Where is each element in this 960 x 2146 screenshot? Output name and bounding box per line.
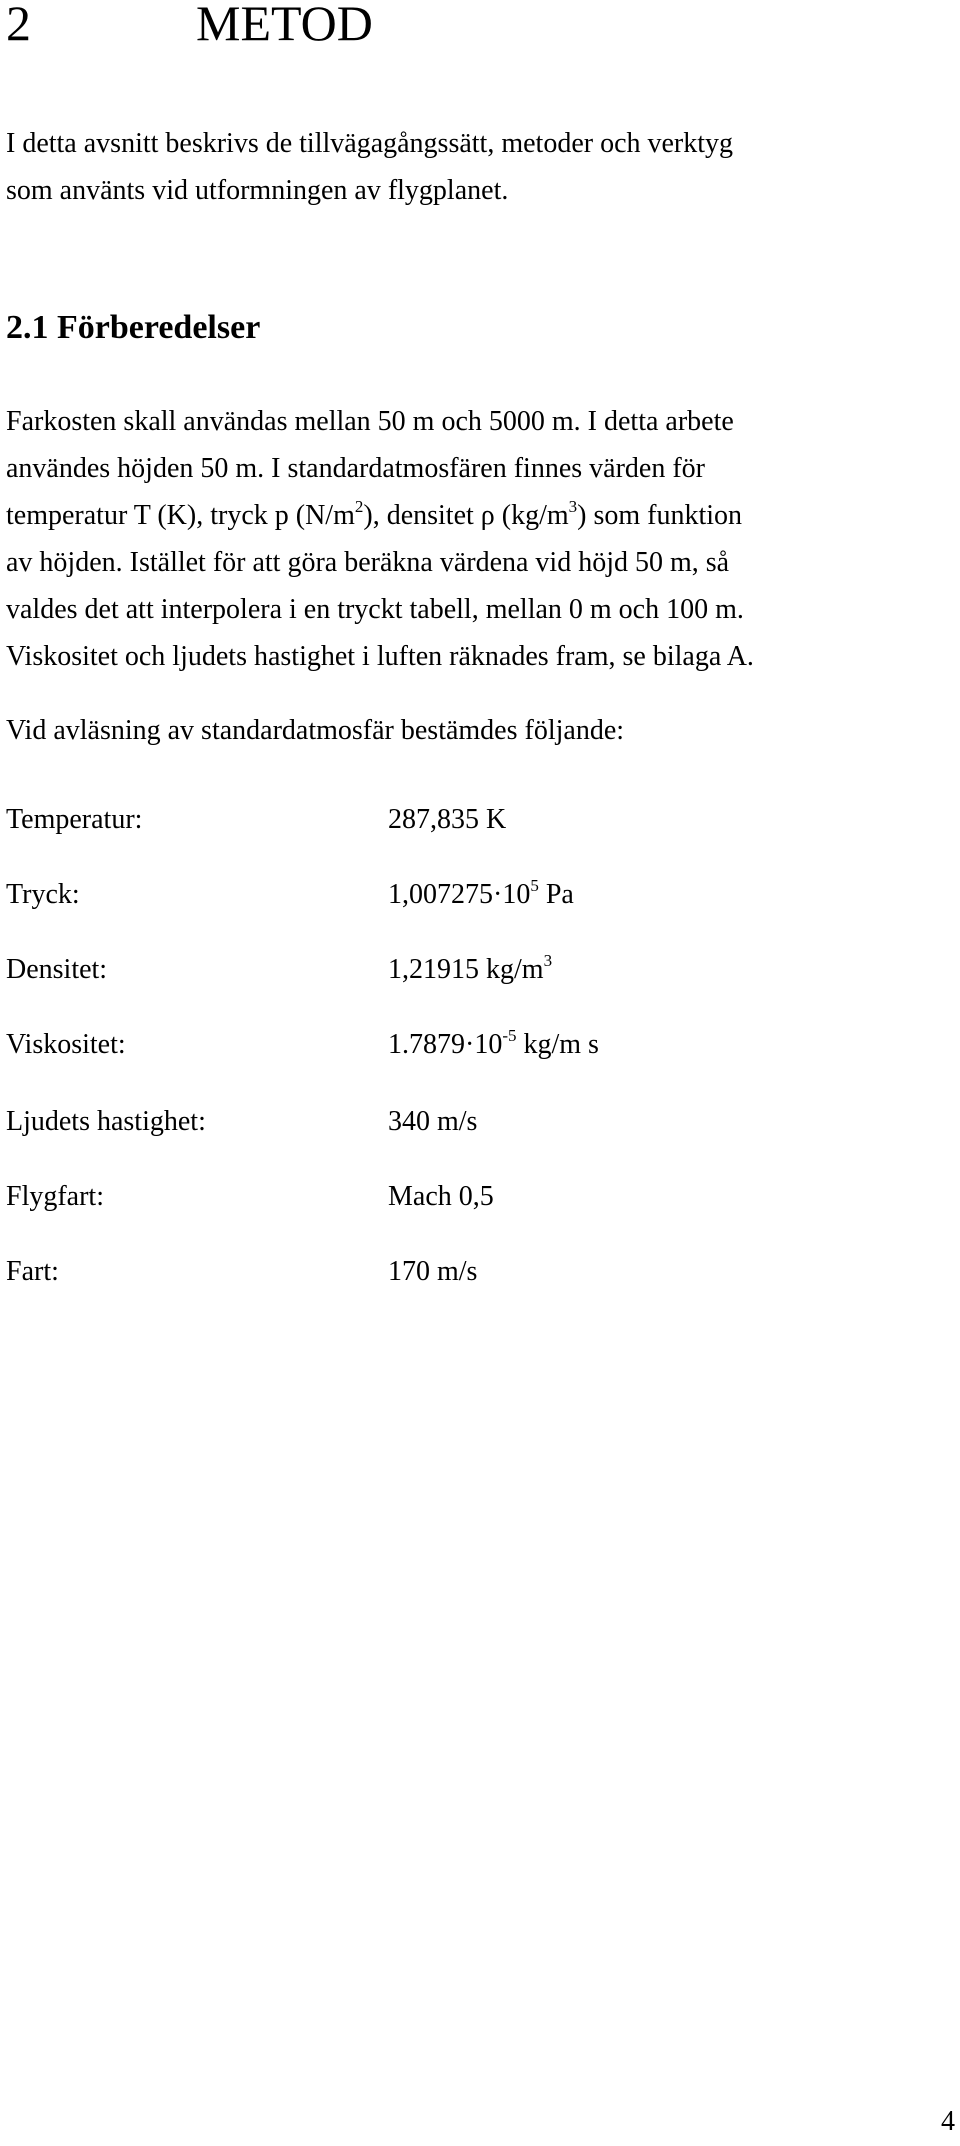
property-row-viscosity bbox=[6, 1020, 906, 1070]
body-text: temperatur T (K), tryck p (N/m bbox=[6, 500, 355, 531]
property-label: Viskositet: bbox=[6, 1029, 126, 1060]
property-label: Temperatur: bbox=[6, 804, 143, 835]
value-base: 1,007275·10 bbox=[388, 879, 531, 910]
intro-line: som använts vid utformningen av flygplanet. bbox=[6, 175, 509, 206]
property-label: Ljudets hastighet: bbox=[6, 1106, 206, 1137]
property-row-speed-of-sound bbox=[6, 1097, 906, 1147]
body-text: ) som funktion bbox=[577, 500, 743, 531]
chapter-number: 2 bbox=[6, 0, 31, 51]
value-unit: kg/m s bbox=[516, 1029, 599, 1060]
chapter-heading bbox=[6, 0, 373, 51]
property-row-flight-speed bbox=[6, 1172, 906, 1222]
property-label: Tryck: bbox=[6, 879, 80, 910]
property-row-temperature bbox=[6, 795, 906, 845]
superscript: 2 bbox=[354, 497, 364, 516]
chapter-title: METOD bbox=[196, 0, 373, 51]
intro-line: I detta avsnitt beskrivs de tillvägagångssätt, metoder och verktyg bbox=[6, 128, 734, 159]
property-value: 170 m/s bbox=[388, 1256, 478, 1287]
property-value bbox=[388, 1020, 599, 1070]
property-value: Mach 0,5 bbox=[388, 1181, 494, 1212]
exponent: 3 bbox=[543, 951, 553, 970]
property-row-density bbox=[6, 945, 906, 995]
section-heading: 2.1 Förberedelser bbox=[6, 309, 261, 346]
property-value: 287,835 K bbox=[388, 804, 507, 835]
lead-text: Vid avläsning av standardatmosfär bestämdes följande: bbox=[6, 715, 625, 746]
property-value bbox=[388, 945, 552, 995]
property-label: Fart: bbox=[6, 1256, 59, 1287]
value-base: 1.7879·10 bbox=[388, 1029, 503, 1060]
property-value bbox=[388, 870, 574, 920]
exponent: 5 bbox=[530, 876, 539, 895]
exponent: -5 bbox=[502, 1026, 517, 1045]
body-line: användes höjden 50 m. I standardatmosfären finnes värden för bbox=[6, 453, 705, 484]
body-line: valdes det att interpolera i en tryckt tabell, mellan 0 m och 100 m. bbox=[6, 594, 744, 625]
body-line bbox=[6, 492, 742, 539]
body-text: ), densitet ρ (kg/m bbox=[363, 500, 569, 531]
property-row-speed bbox=[6, 1247, 906, 1297]
property-label: Densitet: bbox=[6, 954, 108, 985]
value-base: 1,21915 kg/m bbox=[388, 954, 544, 985]
superscript: 3 bbox=[568, 497, 578, 516]
page-number: 4 bbox=[941, 2106, 955, 2137]
property-label: Flygfart: bbox=[6, 1181, 104, 1212]
property-row-pressure bbox=[6, 870, 906, 920]
body-line: Viskositet och ljudets hastighet i luften räknades fram, se bilaga A. bbox=[6, 641, 754, 672]
value-unit: Pa bbox=[538, 879, 574, 910]
body-line: Farkosten skall användas mellan 50 m och 5000 m. I detta arbete bbox=[6, 406, 734, 437]
body-line: av höjden. Istället för att göra beräkna värdena vid höjd 50 m, så bbox=[6, 547, 730, 578]
property-value: 340 m/s bbox=[388, 1106, 478, 1137]
